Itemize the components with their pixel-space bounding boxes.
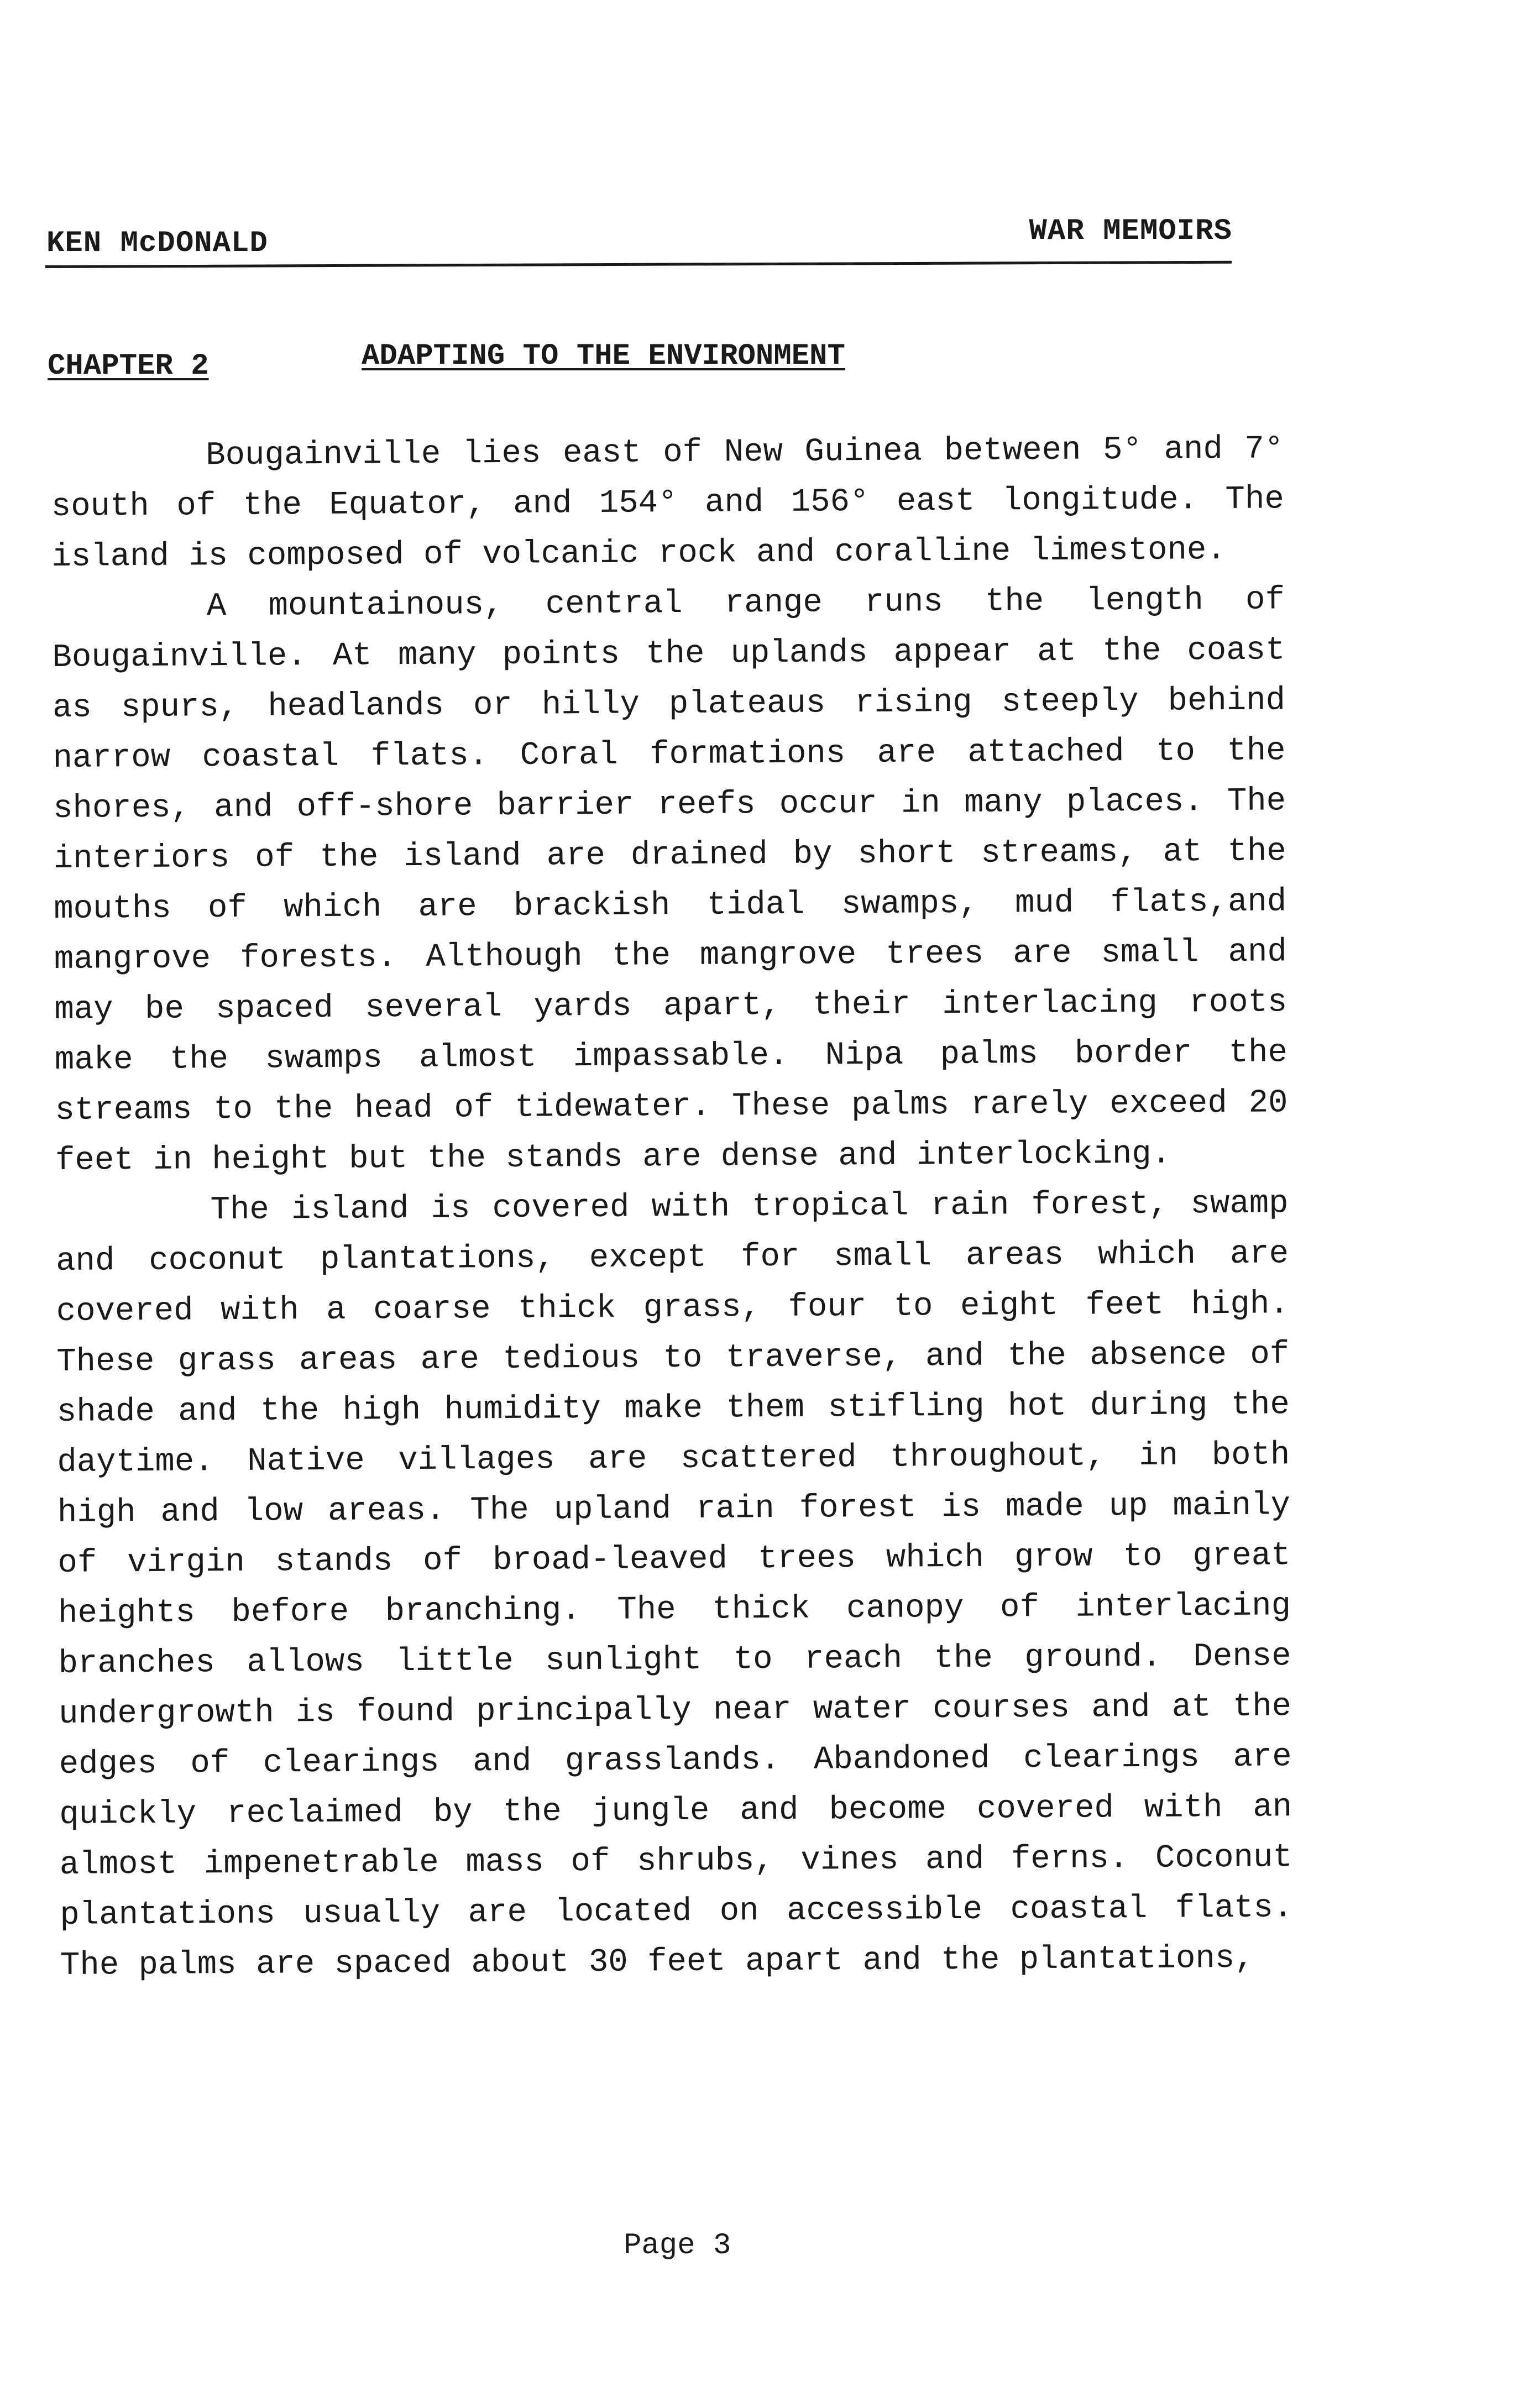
header-title: WAR MEMOIRS xyxy=(1029,214,1232,248)
chapter-title: ADAPTING TO THE ENVIRONMENT xyxy=(362,339,845,373)
chapter-number: CHAPTER 2 xyxy=(48,349,209,383)
paragraph: Bougainville lies east of New Guinea between 5° and 7° south of the Equator, and 154° and 156° east longitude. The island is composed of volcanic rock and coralline limestone. xyxy=(51,430,1284,575)
paragraph: A mountainous, central range runs the length of Bougainville. At many points the uplands appear at the coast as spurs, headlands or hilly plateaus rising steeply behind narrow coastal flats. Coral formations are attached to the shores, and off-shore barrier reefs occur in many places. The interiors of the island are drained by short streams, at the mouths of which are brackish tidal swamps, mud flats,and mangrove forests. Although the mangrove trees are small and may be spaced several yards apart, their interlacing roots make the swamps almost impassable. Nipa palms border the streams to the head of tidewater. These palms rarely exceed 20 feet in height but the stands are dense and interlocking. xyxy=(52,581,1288,1179)
header-divider xyxy=(45,261,1232,268)
paragraph: The island is covered with tropical rain forest, swamp and coconut plantations, except for small areas which are covered with a coarse thick grass, four to eight feet high. These grass areas are tedious to traverse, and the absence of shade and the high humidity make them stifling hot during the daytime. Native villages are scattered throughout, in both high and low areas. The upland rain forest is made up mainly of virgin stands of broad-leaved trees which grow to great heights before branching. The thick canopy of interlacing branches allows little sunlight to reach the ground. Dense undergrowth is found principally near water courses and at the edges of clearings and grasslands. Abandoned clearings are quickly reclaimed by the jungle and become covered with an almost impenetrable mass of shrubs, vines and ferns. Coconut plantations usually are located on accessible coastal flats. The palms are spaced about 30 feet apart and the plantations, xyxy=(55,1185,1293,1984)
body-text xyxy=(51,423,1293,1991)
header-author: KEN McDONALD xyxy=(46,227,268,260)
page-number: Page 3 xyxy=(624,2229,731,2263)
